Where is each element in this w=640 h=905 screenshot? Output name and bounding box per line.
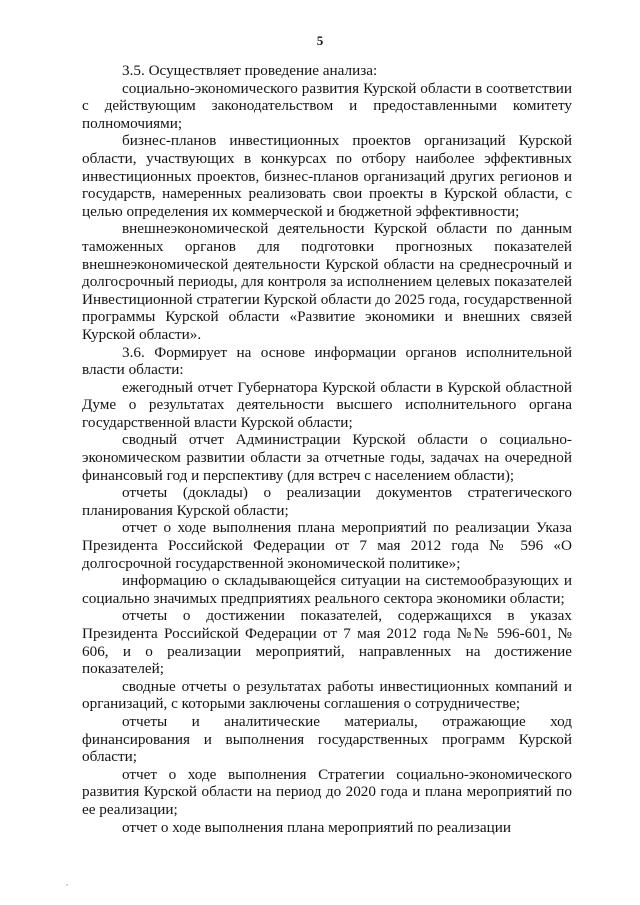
paragraph-enterprises-information: информацию о складывающейся ситуации на системообразующих и социально значимых предприятиях реального сектора экономики области;	[82, 572, 572, 607]
paragraph-strategy-2020-report: отчет о ходе выполнения Стратегии социально-экономического развития Курской области на период до 2020 года и плана мероприятий по ее реализации;	[82, 765, 572, 818]
paragraph-analysis-foreign-economic: внешнеэкономической деятельности Курской области по данным таможенных органов для подготовки прогнозных показателей внешнеэкономической деятельности Курской области на среднесрочный и долгосрочный периоды, для контроля за исполнением целевых показателей Инвестиционной стратегии Курской области до 2025 года, государственной программы Курской области «Развитие экономики и внешних связей Курской области».	[82, 220, 572, 343]
paragraph-administration-report: сводный отчет Администрации Курской области о социально-экономическом развитии области за отчетные годы, задачах на очередной финансовый год и перспективу (для встреч с населением области);	[82, 431, 572, 484]
paragraph-strategic-planning-reports: отчеты (доклады) о реализации документов стратегического планирования Курской области;	[82, 484, 572, 519]
paragraph-decrees-indicators-reports: отчеты о достижении показателей, содержащихся в указах Президента Российской Федерации от 7 мая 2012 года №№ 596-601, № 606, и о реализации мероприятий, направленных на достижение показателей;	[82, 607, 572, 678]
paragraph-analysis-business-plans: бизнес-планов инвестиционных проектов организаций Курской области, участвующих в конкурсах по отбору наиболее эффективных инвестиционных проектов, бизнес-планов организаций других регионов и государств, намеренных реализовать свои проекты в Курской области, с целью определения их коммерческой и бюджетной эффективности;	[82, 132, 572, 220]
paragraph-state-programs-reports: отчеты и аналитические материалы, отражающие ход финансирования и выполнения государственных программ Курской области;	[82, 712, 572, 766]
document-body	[82, 62, 572, 836]
paragraph-decree-596-report: отчет о ходе выполнения плана мероприятий по реализации Указа Президента Российской Федерации от 7 мая 2012 года № 596 «О долгосрочной государственной экономической политике»;	[82, 519, 572, 572]
paragraph-3-6-heading: 3.6. Формирует на основе информации органов исполнительной власти области:	[82, 343, 572, 379]
paragraph-plan-implementation-report: отчет о ходе выполнения плана мероприятий по реализации	[122, 818, 511, 836]
paragraph-governor-report: ежегодный отчет Губернатора Курской области в Курской областной Думе о результатах деятельности высшего исполнительного органа государственной власти Курской области;	[82, 378, 572, 431]
paragraph-analysis-socio-economic: социально-экономического развития Курской области в соответствии с действующим законодательством и предоставленными комитету полномочиями;	[82, 79, 572, 132]
paragraph-investment-companies-reports: сводные отчеты о результатах работы инвестиционных компаний и организаций, с которыми заключены соглашения о сотрудничестве;	[82, 677, 572, 713]
paragraph-3-5-heading: 3.5. Осуществляет проведение анализа:	[122, 62, 378, 79]
page-number: 5	[316, 33, 324, 48]
scan-artifact	[66, 884, 68, 886]
